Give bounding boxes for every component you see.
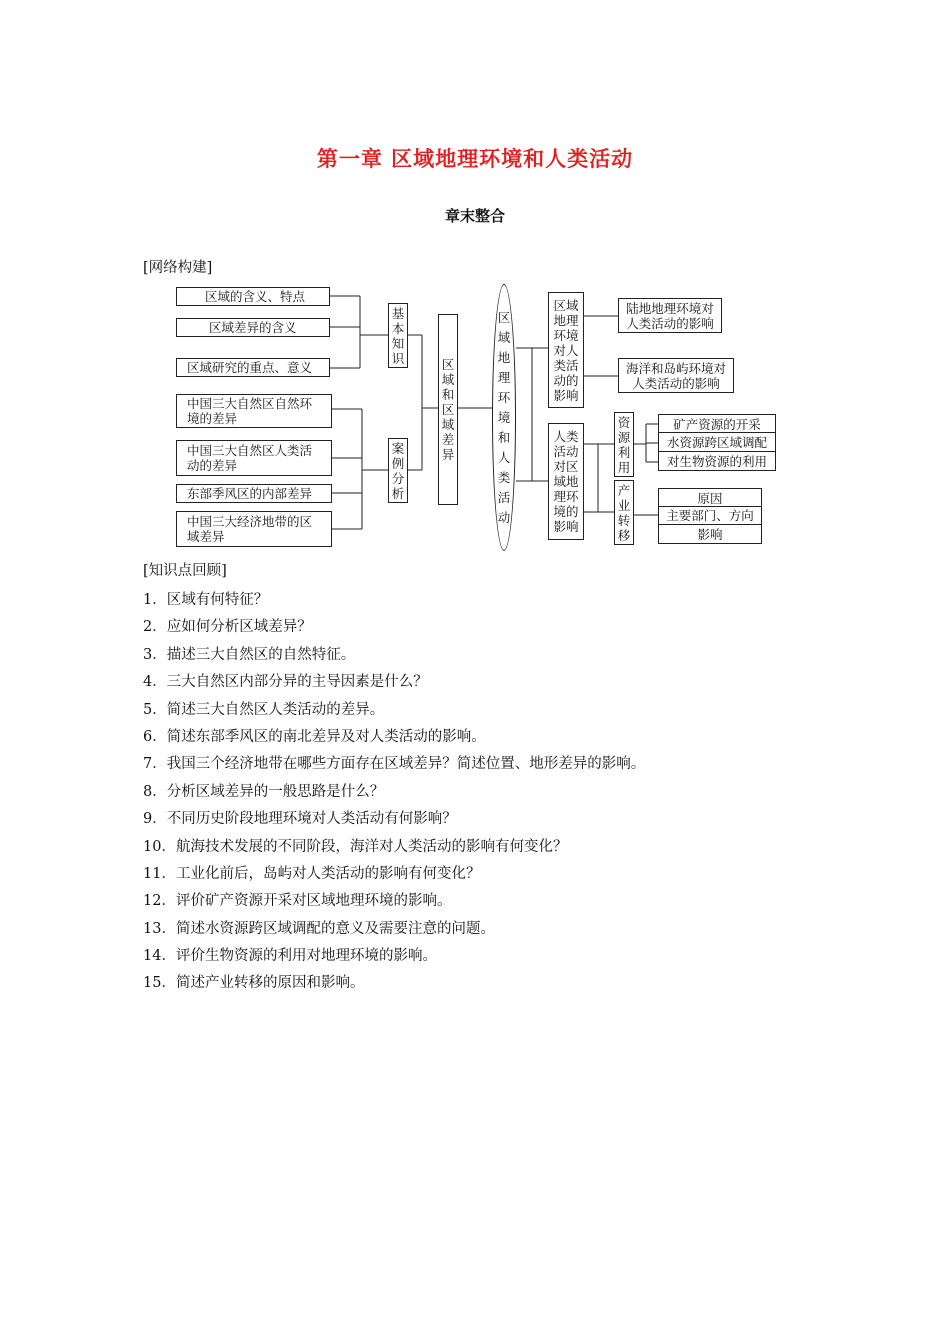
region-difference-box: 区域和区域差异 [438,314,458,505]
resource-item-minerals: 矿产资源的开采 [659,415,775,433]
question-item: 10．航海技术发展的不同阶段，海洋对人类活动的影响有何变化？ [143,838,568,855]
human-effect-box: 人类活动对区域地理环境的影响 [548,423,584,540]
industry-item-reason: 原因 [659,489,761,507]
question-item: 14．评价生物资源的利用对地理环境的影响。 [143,948,437,965]
question-item: 6．简述东部季风区的南北差异及对人类活动的影响。 [143,728,486,745]
question-item: 11．工业化前后，岛屿对人类活动的影响有何变化？ [143,865,481,882]
resource-use-box: 资源利用 [614,412,634,477]
review-heading: [知识点回顾] [143,563,227,579]
left-box-economic-zone-diff: 中国三大经济地带的区域差异 [176,511,332,547]
question-item: 4．三大自然区内部分异的主导因素是什么？ [143,674,428,691]
question-item: 8．分析区域差异的一般思路是什么？ [143,783,385,800]
question-item: 15．简述产业转移的原因和影响。 [143,975,365,992]
diagram-connectors [0,0,950,560]
left-box-region-difference: 区域差异的含义 [176,318,330,337]
question-item: 3．描述三大自然区的自然特征。 [143,646,356,663]
question-item: 12．评价矿产资源开采对区域地理环境的影响。 [143,893,452,910]
industry-item-direction: 主要部门、方向 [659,507,761,525]
land-effect-box: 陆地地理环境对人类活动的影响 [618,298,722,333]
left-box-human-activity-diff: 中国三大自然区人类活动的差异 [176,440,332,476]
industry-item-effect: 影响 [697,526,723,542]
left-box-region-definition: 区域的含义、特点 [176,287,330,306]
resource-item-biological: 对生物资源的利用 [666,453,767,469]
question-item: 5．简述三大自然区人类活动的差异。 [143,701,385,718]
basic-knowledge-box: 基本知识 [388,303,408,368]
left-box-region-research: 区域研究的重点、意义 [176,358,330,377]
section-subtitle: 章末整合 [444,207,505,225]
question-list [143,587,645,998]
question-item: 7．我国三个经济地带在哪些方面存在区域差异？简述位置、地形差异的影响。 [143,756,646,773]
resource-items-group [658,414,776,471]
case-analysis-box: 案例分析 [388,438,408,503]
ocean-effect-box: 海洋和岛屿环境对人类活动的影响 [618,358,734,393]
industry-items-group [658,488,762,544]
industry-transfer-box: 产业转移 [614,480,634,545]
question-item: 13．简述水资源跨区域调配的意义及需要注意的问题。 [143,920,495,937]
network-heading: [网络构建] [143,260,213,276]
question-item: 2．应如何分析区域差异？ [143,619,312,636]
left-box-natural-env-diff: 中国三大自然区自然环境的差异 [176,394,332,428]
chapter-title: 第一章 区域地理环境和人类活动 [316,146,634,171]
center-topic-ellipse: 区域地理环境和人类活动 [492,284,516,551]
question-item: 1．区域有何特征？ [143,592,269,608]
resource-item-water: 水资源跨区域调配 [659,433,775,451]
left-box-monsoon-internal-diff: 东部季风区的内部差异 [176,484,332,503]
env-effect-box: 区域地理环境对人类活动的影响 [548,292,584,408]
question-item: 9．不同历史阶段地理环境对人类活动有何影响？ [143,811,457,828]
